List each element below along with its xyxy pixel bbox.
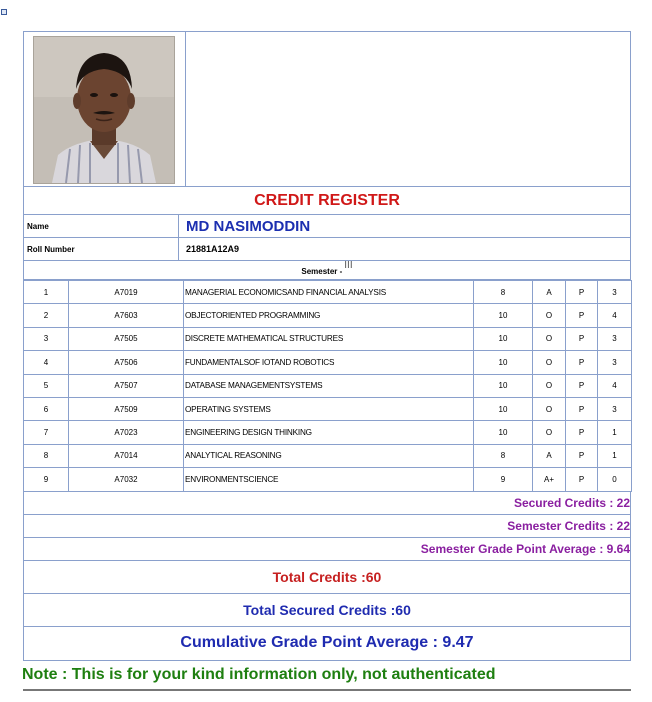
- course-title: OPERATING SYSTEMS: [184, 397, 474, 420]
- course-grade: O: [533, 351, 566, 374]
- course-status: P: [566, 304, 598, 327]
- roll-number-value: 21881A12A9: [186, 244, 240, 254]
- course-marks: 10: [474, 374, 533, 397]
- course-title: MANAGERIAL ECONOMICSAND FINANCIAL ANALYSIS: [184, 281, 474, 304]
- course-credits: 3: [598, 281, 632, 304]
- course-credits: 1: [598, 421, 632, 444]
- course-code: A7603: [69, 304, 184, 327]
- course-title: OBJECTORIENTED PROGRAMMING: [184, 304, 474, 327]
- course-sno: 7: [24, 421, 69, 444]
- course-row: [24, 304, 632, 327]
- semester-credits: Semester Credits : 22: [23, 515, 631, 538]
- course-status: P: [566, 327, 598, 350]
- course-sno: 6: [24, 397, 69, 420]
- course-sno: 3: [24, 327, 69, 350]
- course-marks: 10: [474, 397, 533, 420]
- course-sno: 4: [24, 351, 69, 374]
- course-sno: 8: [24, 444, 69, 467]
- course-row: [24, 397, 632, 420]
- student-portrait-image: [34, 37, 174, 183]
- course-credits: 3: [598, 327, 632, 350]
- course-row: [24, 351, 632, 374]
- course-grade: A: [533, 444, 566, 467]
- student-name: MD NASIMODDIN: [186, 217, 311, 235]
- course-grade: O: [533, 327, 566, 350]
- course-marks: 10: [474, 304, 533, 327]
- semester-row: [23, 261, 631, 280]
- course-title: ENVIRONMENTSCIENCE: [184, 468, 474, 491]
- semester-label: Semester -: [301, 267, 343, 276]
- photo-row: [23, 31, 631, 187]
- course-title: DISCRETE MATHEMATICAL STRUCTURES: [184, 327, 474, 350]
- course-code: A7019: [69, 281, 184, 304]
- course-code: A7509: [69, 397, 184, 420]
- course-status: P: [566, 468, 598, 491]
- course-code: A7505: [69, 327, 184, 350]
- cumulative-grade-point-average: Cumulative Grade Point Average : 9.47: [23, 627, 631, 661]
- course-status: P: [566, 374, 598, 397]
- course-code: A7014: [69, 444, 184, 467]
- course-sno: 2: [24, 304, 69, 327]
- course-marks: 10: [474, 421, 533, 444]
- course-grade: A+: [533, 468, 566, 491]
- course-marks: 8: [474, 444, 533, 467]
- photo-cell: [24, 32, 186, 186]
- course-sno: 1: [24, 281, 69, 304]
- name-label: Name: [24, 215, 179, 237]
- course-sno: 9: [24, 468, 69, 491]
- course-title: DATABASE MANAGEMENTSYSTEMS: [184, 374, 474, 397]
- course-sno: 5: [24, 374, 69, 397]
- roll-number-label: Roll Number: [24, 238, 179, 260]
- course-marks: 9: [474, 468, 533, 491]
- course-status: P: [566, 351, 598, 374]
- broken-image-icon: [1, 9, 7, 15]
- course-grade: O: [533, 397, 566, 420]
- course-credits: 1: [598, 444, 632, 467]
- disclaimer-note-text: Note : This is for your kind information only, not authenticated: [22, 665, 496, 683]
- course-row: [24, 421, 632, 444]
- course-row: [24, 281, 632, 304]
- course-credits: 0: [598, 468, 632, 491]
- course-grade: O: [533, 374, 566, 397]
- course-status: P: [566, 281, 598, 304]
- course-credits: 4: [598, 304, 632, 327]
- course-grade: O: [533, 421, 566, 444]
- course-status: P: [566, 444, 598, 467]
- disclaimer-note: [23, 661, 631, 691]
- course-title: FUNDAMENTALSOF IOTAND ROBOTICS: [184, 351, 474, 374]
- credit-register-card: [23, 31, 631, 691]
- course-grade: O: [533, 304, 566, 327]
- courses-table-body: [24, 281, 632, 492]
- course-row: [24, 374, 632, 397]
- semester-value: III: [344, 260, 353, 271]
- course-marks: 10: [474, 351, 533, 374]
- semester-grade-point-average: Semester Grade Point Average : 9.64: [23, 538, 631, 561]
- roll-number-row: [23, 238, 631, 261]
- course-credits: 3: [598, 397, 632, 420]
- course-status: P: [566, 421, 598, 444]
- course-credits: 4: [598, 374, 632, 397]
- total-secured-credits: Total Secured Credits :60: [23, 594, 631, 627]
- photo-side-empty: [186, 32, 630, 186]
- course-title: ANALYTICAL REASONING: [184, 444, 474, 467]
- course-code: A7506: [69, 351, 184, 374]
- total-credits: Total Credits :60: [23, 561, 631, 594]
- course-code: A7023: [69, 421, 184, 444]
- course-row: [24, 468, 632, 491]
- course-code: A7507: [69, 374, 184, 397]
- course-row: [24, 444, 632, 467]
- course-title: ENGINEERING DESIGN THINKING: [184, 421, 474, 444]
- course-credits: 3: [598, 351, 632, 374]
- course-grade: A: [533, 281, 566, 304]
- name-row: [23, 215, 631, 238]
- course-marks: 10: [474, 327, 533, 350]
- course-code: A7032: [69, 468, 184, 491]
- secured-credits: Secured Credits : 22: [23, 492, 631, 515]
- course-status: P: [566, 397, 598, 420]
- courses-table: [23, 280, 632, 492]
- course-marks: 8: [474, 281, 533, 304]
- student-photo: [33, 36, 175, 184]
- course-row: [24, 327, 632, 350]
- register-title: CREDIT REGISTER: [23, 187, 631, 215]
